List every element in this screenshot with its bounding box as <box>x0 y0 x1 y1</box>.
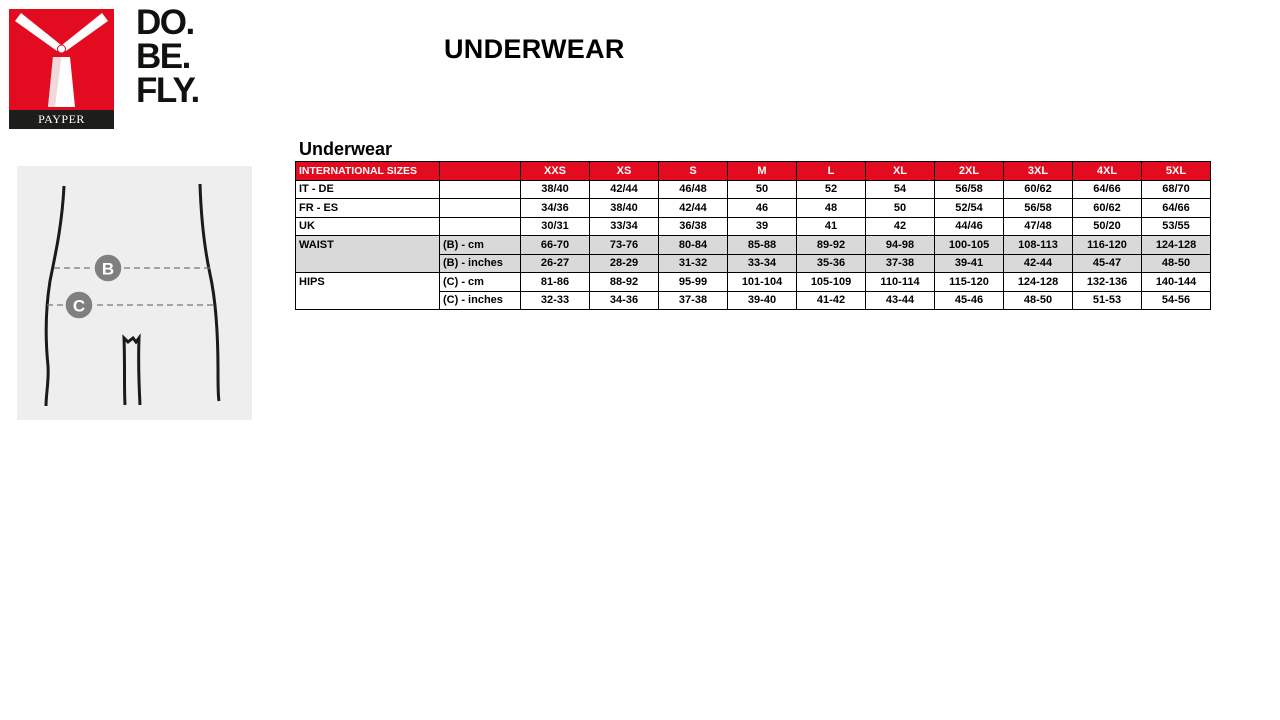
size-value-cell: 32-33 <box>521 291 590 310</box>
measurement-diagram <box>17 166 252 420</box>
body-outline-illustration <box>17 166 252 420</box>
size-value-cell: 28-29 <box>590 254 659 273</box>
row-label: HIPS <box>296 273 440 292</box>
size-value-cell: 48 <box>797 199 866 218</box>
size-value-cell: 37-38 <box>659 291 728 310</box>
size-header: XXS <box>521 162 590 181</box>
size-value-cell: 66-70 <box>521 236 590 255</box>
row-unit <box>440 217 521 236</box>
size-value-cell: 101-104 <box>728 273 797 292</box>
size-value-cell: 34/36 <box>521 199 590 218</box>
size-header: XS <box>590 162 659 181</box>
size-value-cell: 45-46 <box>935 291 1004 310</box>
size-value-cell: 60/62 <box>1004 180 1073 199</box>
size-header: S <box>659 162 728 181</box>
size-header: M <box>728 162 797 181</box>
marker-b <box>94 254 122 282</box>
size-value-cell: 31-32 <box>659 254 728 273</box>
size-value-cell: 46 <box>728 199 797 218</box>
size-value-cell: 36/38 <box>659 217 728 236</box>
size-value-cell: 34-36 <box>590 291 659 310</box>
row-unit: (C) - inches <box>440 291 521 310</box>
table-row <box>296 273 1211 292</box>
size-value-cell: 60/62 <box>1073 199 1142 218</box>
row-unit <box>440 199 521 218</box>
size-value-cell: 50 <box>728 180 797 199</box>
size-value-cell: 30/31 <box>521 217 590 236</box>
size-value-cell: 50 <box>866 199 935 218</box>
slogan-line: BE. <box>136 37 190 76</box>
size-value-cell: 64/66 <box>1073 180 1142 199</box>
size-value-cell: 52 <box>797 180 866 199</box>
table-title: Underwear <box>299 139 393 159</box>
slogan-line: DO. <box>136 3 194 42</box>
size-value-cell: 124-128 <box>1142 236 1211 255</box>
size-value-cell: 39 <box>728 217 797 236</box>
size-value-cell: 33/34 <box>590 217 659 236</box>
size-value-cell: 100-105 <box>935 236 1004 255</box>
size-value-cell: 73-76 <box>590 236 659 255</box>
size-value-cell: 48-50 <box>1142 254 1211 273</box>
slogan-line: FLY. <box>136 71 199 110</box>
size-value-cell: 38/40 <box>521 180 590 199</box>
size-value-cell: 53/55 <box>1142 217 1211 236</box>
table-row <box>296 236 1211 255</box>
marker-c <box>65 291 93 319</box>
size-value-cell: 52/54 <box>935 199 1004 218</box>
row-label: WAIST <box>296 236 440 255</box>
size-value-cell: 94-98 <box>866 236 935 255</box>
size-value-cell: 38/40 <box>590 199 659 218</box>
table-row <box>296 199 1211 218</box>
size-value-cell: 64/66 <box>1142 199 1211 218</box>
size-value-cell: 43-44 <box>866 291 935 310</box>
size-value-cell: 39-41 <box>935 254 1004 273</box>
size-value-cell: 140-144 <box>1142 273 1211 292</box>
size-value-cell: 89-92 <box>797 236 866 255</box>
table-row <box>296 291 1211 310</box>
header-empty-cell <box>440 162 521 181</box>
propeller-icon <box>9 9 114 110</box>
size-value-cell: 26-27 <box>521 254 590 273</box>
page-title: UNDERWEAR <box>444 34 625 64</box>
row-label: FR - ES <box>296 199 440 218</box>
size-header: 5XL <box>1142 162 1211 181</box>
row-label: IT - DE <box>296 180 440 199</box>
table-row <box>296 180 1211 199</box>
row-unit: (B) - cm <box>440 236 521 255</box>
size-value-cell: 51-53 <box>1073 291 1142 310</box>
size-value-cell: 42/44 <box>590 180 659 199</box>
payper-logo <box>9 9 114 129</box>
size-header: 3XL <box>1004 162 1073 181</box>
size-value-cell: 81-86 <box>521 273 590 292</box>
size-value-cell: 95-99 <box>659 273 728 292</box>
size-value-cell: 54-56 <box>1142 291 1211 310</box>
size-value-cell: 35-36 <box>797 254 866 273</box>
size-header: 2XL <box>935 162 1004 181</box>
size-value-cell: 54 <box>866 180 935 199</box>
size-value-cell: 116-120 <box>1073 236 1142 255</box>
size-value-cell: 47/48 <box>1004 217 1073 236</box>
size-value-cell: 41 <box>797 217 866 236</box>
row-unit <box>440 180 521 199</box>
size-value-cell: 42/44 <box>659 199 728 218</box>
size-value-cell: 33-34 <box>728 254 797 273</box>
size-value-cell: 132-136 <box>1073 273 1142 292</box>
size-value-cell: 46/48 <box>659 180 728 199</box>
size-value-cell: 115-120 <box>935 273 1004 292</box>
size-value-cell: 41-42 <box>797 291 866 310</box>
size-value-cell: 48-50 <box>1004 291 1073 310</box>
size-value-cell: 80-84 <box>659 236 728 255</box>
size-value-cell: 85-88 <box>728 236 797 255</box>
table-row <box>296 254 1211 273</box>
marker-c-label: C <box>72 296 86 316</box>
slogan <box>136 3 199 110</box>
row-label <box>296 254 440 273</box>
size-value-cell: 56/58 <box>1004 199 1073 218</box>
size-value-cell: 42-44 <box>1004 254 1073 273</box>
size-table <box>295 161 1211 310</box>
brand-name: PAYPER <box>9 110 114 129</box>
size-value-cell: 37-38 <box>866 254 935 273</box>
header-label: INTERNATIONAL SIZES <box>296 162 440 181</box>
size-value-cell: 108-113 <box>1004 236 1073 255</box>
row-label: UK <box>296 217 440 236</box>
size-header: XL <box>866 162 935 181</box>
size-value-cell: 56/58 <box>935 180 1004 199</box>
row-label <box>296 291 440 310</box>
size-value-cell: 45-47 <box>1073 254 1142 273</box>
size-value-cell: 39-40 <box>728 291 797 310</box>
size-value-cell: 105-109 <box>797 273 866 292</box>
table-row <box>296 217 1211 236</box>
row-unit: (C) - cm <box>440 273 521 292</box>
marker-b-label: B <box>101 259 115 279</box>
size-value-cell: 42 <box>866 217 935 236</box>
table-header-row <box>296 162 1211 181</box>
size-header: L <box>797 162 866 181</box>
size-value-cell: 50/20 <box>1073 217 1142 236</box>
row-unit: (B) - inches <box>440 254 521 273</box>
size-value-cell: 124-128 <box>1004 273 1073 292</box>
size-value-cell: 68/70 <box>1142 180 1211 199</box>
size-value-cell: 110-114 <box>866 273 935 292</box>
size-value-cell: 88-92 <box>590 273 659 292</box>
size-value-cell: 44/46 <box>935 217 1004 236</box>
size-header: 4XL <box>1073 162 1142 181</box>
